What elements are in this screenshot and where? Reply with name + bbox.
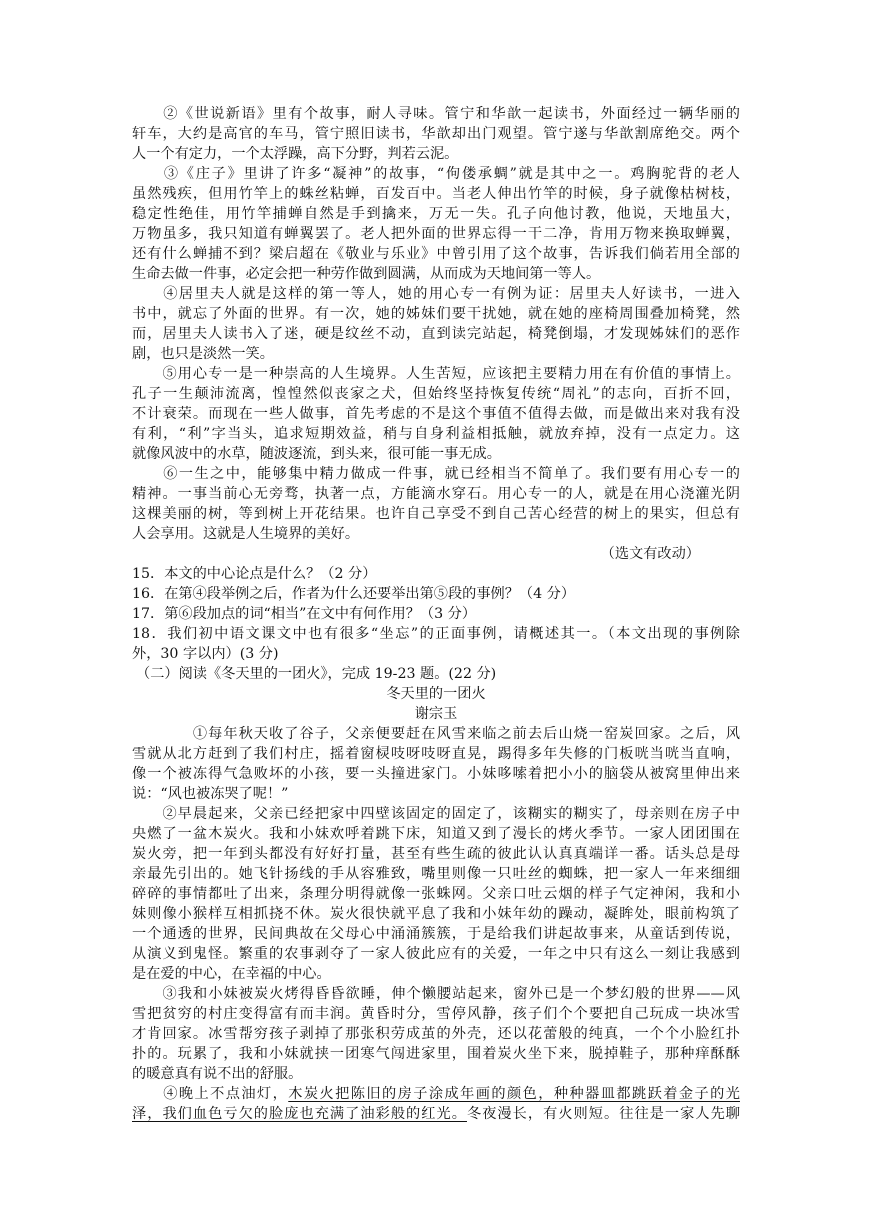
text-line: 碎碎的事情都吐了出来，条理分明得就像一张蛛网。父亲口吐云烟的样子气定神闲，我和小 [132,886,740,902]
text-line: ①每年秋天收了谷子，父亲便要赶在风雪来临之前去后山烧一窑炭回家。之后，风 [132,726,740,742]
text-line: 央燃了一盆木炭火。我和小妹欢呼着跳下床，知道又到了漫长的烤火季节。一家人团团围在 [132,826,740,842]
text-line: 有利，“利”字当头，追求短期效益，稍与自身利益相抵触，就放弃掉，没有一点定力。这 [132,426,740,442]
text-line: 炭火旁，把一年到头都没有好好打量，甚至有些生疏的彼此认认真真端详一番。话头总是母 [132,846,740,862]
source-note: （选文有改动） [600,546,700,562]
text-line: 亲最先引出的。她飞针扬线的手从容雅致，嘴里则像一只吐丝的蜘蛛，把一家人一年来细细 [132,866,740,882]
text-line: 从演义到鬼怪。繁重的农事剥夺了一家人彼此应有的关爱，一年之中只有这么一刻让我感到 [132,946,740,962]
text-line: 而，居里夫人读书入了迷，硬是纹丝不动，直到读完站起，椅凳倒塌，才发现姊妹们的恶作 [132,326,740,342]
text-line: ⑤用心专一是一种崇高的人生境界。人生苦短，应该把主要精力用在有价值的事情上。 [132,366,740,382]
question-17: 17．第⑥段加点的词“相当”在文中有何作用？（3 分） [132,606,477,622]
paragraph-4-lead: ④晚上不点油灯， [132,1086,289,1102]
text-line: ②早晨起来，父亲已经把家中四壁该固定的固定了，该糊实的糊实了，母亲则在房子中 [132,806,740,822]
paragraph-4-line-1 [132,1084,740,1104]
underlined-sentence: 木炭火把陈旧的房子涂成年画的颜色，种种器皿都跳跃着金子的光 [288,1086,740,1102]
text-line: ③《庄子》里讲了许多“凝神”的故事，“佝偻承蜩”就是其中之一。鸡胸驼背的老人 [132,166,740,182]
question-15: 15．本文的中心论点是什么？（2 分） [132,566,377,582]
text-line: 精神。一事当前心无旁骛，执著一点，方能滴水穿石。用心专一的人，就是在用心浇灌光阴 [132,486,740,502]
section-heading: （二）阅读《冬天里的一团火》，完成 19-23 题。(22 分) [136,666,497,682]
story-title: 冬天里的一团火 [386,686,486,702]
text-line: 剧，也只是淡然一笑。 [132,346,274,362]
text-line: 一个通透的世界，民间典故在父母心中涌涌簇簇，于是给我们讲起故事来，从童话到传说， [132,926,740,942]
text-line: 孔子一生颠沛流离，惶惶然似丧家之犬，但始终坚持恢复传统“周礼”的志向，百折不回， [132,386,740,402]
text-line: 书中，就忘了外面的世界。有一次，她的姊妹们要干扰她，就在她的座椅周围叠加椅凳，然 [132,306,740,322]
underlined-sentence-continued: 泽，我们血色亏欠的脸庞也充满了油彩般的红光。 [132,1106,467,1122]
text-line: 万物虽多，我只知道有蝉翼罢了。老人把外面的世界忘得一干二净，肯用万物来换取蝉翼， [132,226,740,242]
text-line: 虽然残疾，但用竹竿上的蛛丝粘蝉，百发百中。当老人伸出竹竿的时候，身子就像枯树枝， [132,186,740,202]
text-line: 轩车，大约是高官的车马，管宁照旧读书，华歆却出门观望。管宁遂与华歆割席绝交。两个 [132,126,740,142]
text-line: 雪就从北方赶到了我们村庄，摇着窗棂吱呀吱呀直晃，踢得多年失修的门板咣当咣当直响， [132,746,740,762]
text-line: ③我和小妹被炭火烤得昏昏欲睡，伸个懒腰站起来，窗外已是一个梦幻般的世界——风 [132,986,740,1002]
text-line: 说：“风也被冻哭了呢！” [132,786,289,802]
paragraph-4-rest: 冬夜漫长，有火则短。往往是一家人先聊 [466,1106,740,1122]
text-line: 妹则像小猴样互相抓挠不休。炭火很快就平息了我和小妹年幼的躁动，凝眸处，眼前构筑了 [132,906,740,922]
text-line: 像一个被冻得气急败坏的小孩，要一头撞进家门。小妹哆嗦着把小小的脑袋从被窝里伸出来 [132,766,740,782]
paragraph-4-line-2 [132,1104,740,1124]
text-line: 雪把贫穷的村庄变得富有而丰润。黄昏时分，雪停风静，孩子们个个要把自己玩成一块冰雪 [132,1006,740,1022]
text-line: 不计衰荣。而现在一些人做事，首先考虑的不是这个事值不值得去做，而是做出来对我有没 [132,406,740,422]
text-line: 是在爱的中心，在幸福的中心。 [132,966,331,982]
text-line: 人一个有定力，一个太浮躁，高下分野，判若云泥。 [132,146,459,162]
text-line: 生命去做一件事，必定会把一种劳作做到圆满，从而成为天地间第一等人。 [132,266,601,282]
text-line: ⑥一生之中，能够集中精力做成一件事，就已经相当不简单了。我们要有用心专一的 [132,466,740,482]
question-18: 18．我们初中语文课文中也有很多“坐忘”的正面事例，请概述其一。（本文出现的事例除 [132,626,740,642]
text-line: 的暖意真有说不出的舒服。 [132,1066,303,1082]
text-line: 才肯回家。冰雪帮穷孩子剥掉了那张积劳成茧的外壳，还以花蕾般的纯真，一个个小脸红扑 [132,1026,740,1042]
text-line: 这棵美丽的树，等到树上开花结果。也许自己享受不到自己苦心经营的树上的果实，但总有 [132,506,740,522]
text-line: ④居里夫人就是这样的第一等人，她的用心专一有例为证：居里夫人好读书，一进入 [132,286,740,302]
question-18-continued: 外，30 字以内）(3 分) [132,646,279,662]
text-line: ②《世说新语》里有个故事，耐人寻味。管宁和华歆一起读书，外面经过一辆华丽的 [132,106,740,122]
text-line: 还有什么蝉捕不到？梁启超在《敬业与乐业》中曾引用了这个故事，告诉我们倘若用全部的 [132,246,740,262]
text-line: 人会享用。这就是人生境界的美好。 [132,526,360,542]
text-line: 就像风波中的水草，随波逐流，到头来，很可能一事无成。 [132,446,501,462]
text-line: 扑的。玩累了，我和小妹就挟一团寒气闯进家里，围着炭火坐下来，脱掉鞋子，那种痒酥酥 [132,1046,740,1062]
text-line: 稳定性绝佳，用竹竿捕蝉自然是手到擒来，万无一失。孔子向他讨教，他说，天地虽大， [132,206,740,222]
story-author: 谢宗玉 [414,706,458,722]
question-16: 16．在第④段举例之后，作者为什么还要举出第⑤段的事例？（4 分） [132,586,576,602]
